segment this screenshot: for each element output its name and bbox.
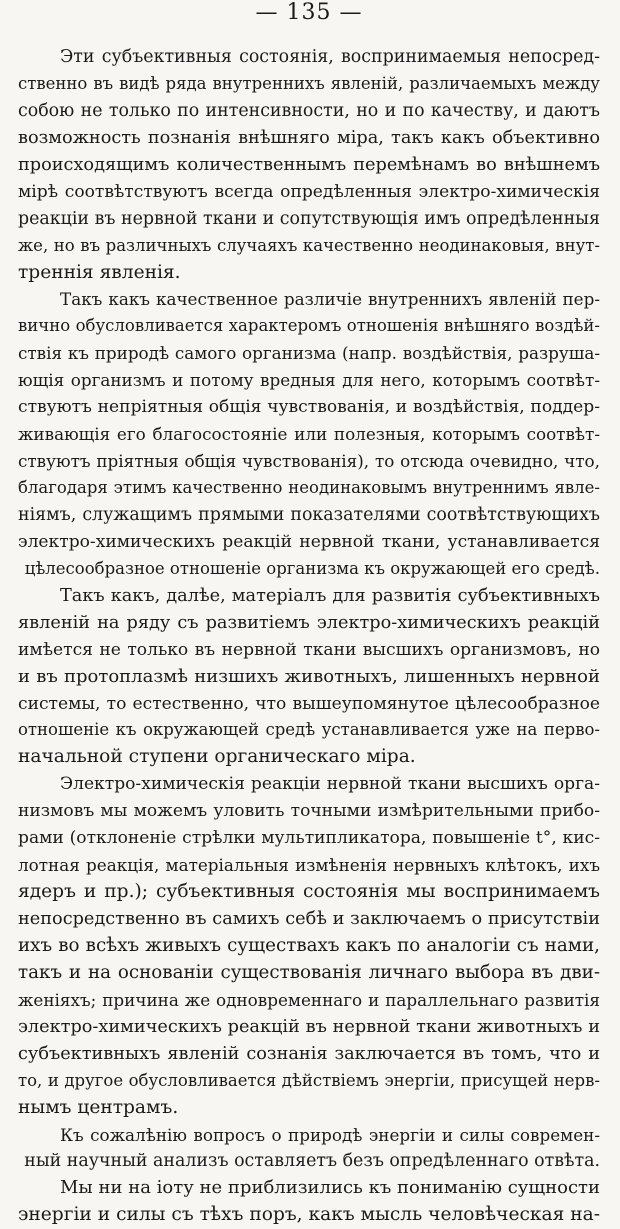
text-line: такъ и на основаніи существованія личнаго выбора въ дви-: [18, 961, 600, 983]
text-line: ствія къ природѣ самого организма (напр. воздѣйствія, разруша-: [18, 343, 600, 364]
text-line: непосредственно въ самихъ себѣ и заключаемъ о присутствіи: [18, 909, 600, 929]
text-line: системы, то естественно, что вышеупомянутое цѣлесообразное: [18, 693, 600, 714]
text-line: имѣется не только въ нервной ткани высшихъ организмовъ, но: [18, 639, 600, 660]
text-line: Эти субъективныя состоянія, воспринимаемыя непосред-: [60, 47, 600, 67]
text-line: начальной ступени органическаго міра.: [18, 746, 416, 768]
body-text: [18, 44, 600, 1229]
text-line: возможность познанія внѣшняго міра, такъ какъ объективно: [18, 127, 600, 148]
text-line: ствуютъ пріятныя общія чувствованія), то отсюда очевидно, что,: [18, 451, 600, 472]
text-line: собою не только по интенсивности, но и по качеству, и даютъ: [18, 100, 600, 121]
text-line: Мы ни на іоту не приблизились къ пониманію сущности: [60, 1177, 600, 1199]
text-line: энергіи и силы съ тѣхъ поръ, какъ мысль человѣческая на-: [18, 1204, 600, 1226]
text-line: ственно въ видѣ ряда внутреннихъ явленій, различаемыхъ между: [18, 73, 600, 93]
text-line: нымъ центрамъ.: [18, 1096, 179, 1118]
text-line: ніямъ, служащимъ прямыми показателями соотвѣтствующихъ: [18, 504, 600, 525]
text-line: ствуютъ непріятныя общія чувствованія, и воздѣйствія, поддер-: [18, 397, 600, 418]
text-line: Электро-химическія реакціи нервной ткани высшихъ орга-: [60, 774, 600, 795]
paragraph-6: [18, 1175, 600, 1229]
text-line: благодаря этимъ качественно неодинаковымъ внутреннимъ явле-: [18, 478, 600, 497]
text-line: лотная реакція, матеріальныя измѣненія нервныхъ клѣтокъ, ихъ: [18, 855, 600, 876]
paragraph-1: [18, 44, 600, 286]
text-line: Къ сожалѣнію вопросъ о природѣ энергіи и силы современ-: [60, 1124, 600, 1145]
text-line: и въ протоплазмѣ низшихъ животныхъ, лишенныхъ нервной: [18, 665, 600, 687]
text-line: же, но въ различныхъ случаяхъ качественно неодинаковыя, внут-: [18, 235, 600, 255]
text-line: ющія организмъ и потому вредныя для него, которымъ соотвѣт-: [18, 370, 600, 391]
text-line: ный научный анализъ оставляетъ безъ опредѣленнаго отвѣта.: [24, 1151, 600, 1172]
text-line: то, и другое обусловливается дѣйствіемъ энергіи, присущей нерв-: [18, 1070, 600, 1090]
paragraph-3: [18, 583, 600, 772]
text-line: ихъ во всѣхъ живыхъ существахъ какъ по аналогіи съ нами,: [18, 934, 600, 956]
text-line: низмовъ мы можемъ уловить точными измѣрительными прибо-: [18, 801, 600, 822]
text-line: женіяхъ; причина же одновременнаго и параллельнаго развитія: [18, 989, 600, 1010]
text-line: явленій на ряду съ развитіемъ электро-химическихъ реакцій: [18, 612, 600, 633]
text-line: электро-химическихъ реакцій въ нервной ткани животныхъ и: [18, 1016, 600, 1037]
paragraph-5: [18, 1122, 600, 1176]
text-line: реакціи въ нервной ткани и сопутствующія имъ опредѣленныя: [18, 208, 600, 229]
text-line: субъективныхъ явленій сознанія заключается въ томъ, что и: [18, 1043, 600, 1064]
text-line: рами (отклоненіе стрѣлки мультипликатора, повышеніе t°, кис-: [18, 828, 600, 849]
page-number: — 135 —: [255, 0, 363, 25]
paragraph-2: [18, 286, 600, 582]
text-line: живающія его благосостояніе или полезныя, которымъ соотвѣт-: [18, 424, 600, 445]
text-line: Такъ какъ качественное различіе внутреннихъ явленій пер-: [60, 289, 600, 310]
text-line: отношеніе къ окружающей средѣ устанавливается уже на перво-: [18, 720, 600, 740]
paragraph-4: [18, 771, 600, 1121]
text-line: треннія явленія.: [18, 261, 181, 283]
text-line: ядеръ и пр.); субъективныя состоянія мы воспринимаемъ: [18, 881, 600, 903]
text-line: происходящимъ количественнымъ перемѣнамъ во внѣшнемъ: [18, 154, 600, 175]
text-line: цѣлесообразное отношеніе организма къ окружающей его средѣ.: [24, 558, 600, 578]
text-line: Такъ какъ, далѣе, матеріалъ для развитія субъективныхъ: [60, 585, 600, 606]
text-line: электро-химическихъ реакцій нервной ткани, устанавливается: [18, 531, 600, 552]
text-line: вично обусловливается характеромъ отношенія внѣшняго воздѣй-: [18, 316, 600, 336]
text-line: мірѣ соотвѣтствуютъ всегда опредѣленныя электро-химическія: [18, 181, 600, 202]
